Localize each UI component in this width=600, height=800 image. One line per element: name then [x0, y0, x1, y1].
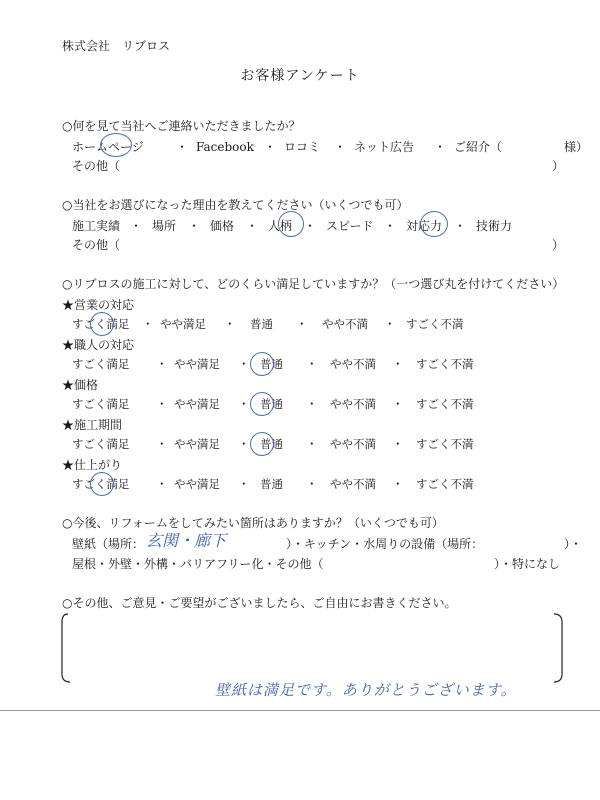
separator: ・	[392, 397, 404, 411]
q1-other-label[interactable]: その他（	[72, 159, 121, 173]
rating-normal[interactable]: 普通	[260, 437, 283, 451]
item-duration: ★施工期間	[62, 418, 123, 432]
option-price[interactable]: 価格	[210, 219, 235, 233]
rating-somewhat-dissatisfied[interactable]: やや不満	[330, 397, 376, 411]
company-name: 株式会社 リブロス	[62, 39, 171, 53]
separator: ・	[176, 140, 189, 154]
item-finish: ★仕上がり	[62, 458, 123, 472]
rating-normal[interactable]: 普通	[260, 477, 283, 491]
q4-wallpaper-label[interactable]: 壁紙（場所：	[72, 537, 145, 551]
separator: ・	[238, 397, 250, 411]
mark-circle	[90, 312, 114, 336]
option-responsiveness[interactable]: 対応力	[406, 219, 443, 233]
separator: ・	[188, 219, 201, 233]
q5-comment-answer: 壁紙は満足です。ありがとうございます。	[215, 681, 517, 699]
mark-circle	[278, 211, 304, 237]
rating-very-satisfied[interactable]: すごく満足	[72, 397, 130, 411]
q4-wallpaper-answer: 玄関・廊下	[146, 531, 227, 550]
survey-title: お客様アンケート	[240, 68, 360, 84]
separator: ・	[306, 437, 318, 451]
separator: ・	[246, 219, 259, 233]
comment-box-brackets[interactable]	[58, 610, 568, 688]
option-referral-close: 様）	[564, 140, 589, 154]
q1-options	[72, 138, 588, 155]
q4-kitchen-label[interactable]: ）・キッチン・水周りの設備（場所：	[286, 537, 484, 551]
separator: ・	[156, 437, 168, 451]
item-craftsmen: ★職人の対応	[62, 338, 135, 352]
separator: ・	[384, 317, 396, 331]
separator: ・	[434, 140, 447, 154]
rating-somewhat-satisfied[interactable]: やや満足	[174, 397, 220, 411]
page-divider	[0, 710, 600, 711]
q2-other-close: ）	[552, 238, 565, 252]
mark-circle	[250, 352, 274, 376]
rating-somewhat-dissatisfied[interactable]: やや不満	[330, 437, 376, 451]
rating-row-sales	[72, 316, 464, 332]
option-referral[interactable]: ご紹介（	[454, 140, 503, 154]
option-homepage[interactable]: ホームページ	[72, 140, 144, 154]
question-5: ○その他、ご意見・ご要望がございましたら、ご自由にお書きください。	[62, 596, 457, 610]
option-skill[interactable]: 技術力	[476, 219, 513, 233]
rating-very-satisfied[interactable]: すごく満足	[72, 317, 130, 331]
rating-somewhat-dissatisfied[interactable]: やや不満	[322, 317, 368, 331]
separator: ・	[224, 317, 236, 331]
separator: ・	[334, 140, 347, 154]
rating-somewhat-satisfied[interactable]: やや満足	[160, 317, 206, 331]
mark-circle	[90, 472, 114, 496]
item-sales: ★営業の対応	[62, 298, 135, 312]
q1-other-close: ）	[552, 159, 565, 173]
rating-very-dissatisfied[interactable]: すごく不満	[416, 437, 474, 451]
question-1: ○何を見て当社へご連絡いただきましたか？	[62, 119, 301, 133]
rating-somewhat-satisfied[interactable]: やや満足	[174, 477, 220, 491]
q2-other-label[interactable]: その他（	[72, 238, 121, 252]
separator: ・	[306, 397, 318, 411]
rating-somewhat-satisfied[interactable]: やや満足	[174, 437, 220, 451]
rating-very-satisfied[interactable]: すごく満足	[72, 357, 130, 371]
option-location[interactable]: 場所	[152, 219, 177, 233]
option-net-ad[interactable]: ネット広告	[354, 140, 415, 154]
rating-very-satisfied[interactable]: すごく満足	[72, 437, 130, 451]
separator: ・	[392, 437, 404, 451]
rating-very-dissatisfied[interactable]: すごく不満	[416, 397, 474, 411]
option-personality[interactable]: 人柄	[268, 219, 293, 233]
question-3: ○リブロスの施工に対して、どのくらい満足していますか？（一つ選び丸を付けてください）	[62, 277, 565, 291]
option-speed[interactable]: スピード	[326, 219, 374, 233]
q4-line1-close: ）・	[564, 537, 583, 551]
option-facebook[interactable]: Facebook	[196, 139, 254, 154]
mark-circle	[100, 133, 132, 157]
separator: ・	[264, 140, 277, 154]
separator: ・	[306, 477, 318, 491]
rating-very-dissatisfied[interactable]: すごく不満	[416, 477, 474, 491]
separator: ・	[142, 317, 154, 331]
rating-very-satisfied[interactable]: すごく満足	[72, 477, 130, 491]
separator: ・	[156, 477, 168, 491]
mark-circle	[420, 211, 448, 237]
item-price: ★価格	[62, 378, 99, 392]
option-track-record[interactable]: 施工実績	[72, 219, 121, 233]
rating-somewhat-satisfied[interactable]: やや満足	[174, 357, 220, 371]
separator: ・	[156, 397, 168, 411]
rating-very-dissatisfied[interactable]: すごく不満	[406, 317, 464, 331]
rating-somewhat-dissatisfied[interactable]: やや不満	[330, 477, 376, 491]
q4-none-label[interactable]: ）・特になし	[494, 557, 561, 571]
separator: ・	[306, 357, 318, 371]
separator: ・	[130, 219, 143, 233]
mark-circle	[250, 392, 274, 416]
rating-somewhat-dissatisfied[interactable]: やや不満	[330, 357, 376, 371]
separator: ・	[392, 357, 404, 371]
separator: ・	[156, 357, 168, 371]
rating-normal[interactable]: 普通	[260, 357, 283, 371]
rating-row-finish	[72, 476, 474, 492]
separator: ・	[238, 477, 250, 491]
q4-roof-label[interactable]: 屋根・外壁・外構・バリアフリー化・その他（	[72, 557, 324, 571]
rating-normal[interactable]: 普通	[260, 397, 283, 411]
separator: ・	[454, 219, 467, 233]
option-kuchikomi[interactable]: ロコミ	[284, 140, 321, 154]
separator: ・	[296, 317, 308, 331]
separator: ・	[392, 477, 404, 491]
rating-very-dissatisfied[interactable]: すごく不満	[416, 357, 474, 371]
rating-normal[interactable]: 普通	[250, 317, 273, 331]
separator: ・	[238, 437, 250, 451]
mark-circle	[250, 432, 274, 456]
question-4: ○今後、リフォームをしてみたい箇所はありますか？（いくつでも可）	[62, 516, 444, 530]
separator: ・	[384, 219, 397, 233]
question-2: ○当社をお選びになった理由を教えてください（いくつでも可）	[62, 198, 409, 212]
separator: ・	[304, 219, 317, 233]
separator: ・	[238, 357, 250, 371]
